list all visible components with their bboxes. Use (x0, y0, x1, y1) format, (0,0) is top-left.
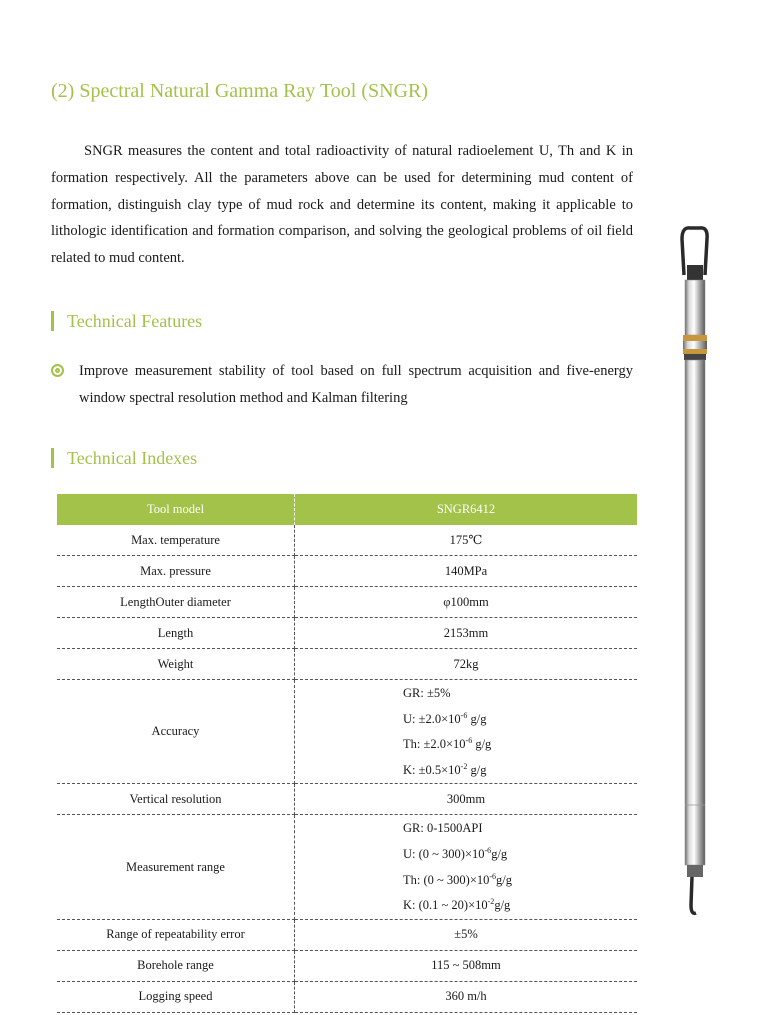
row-value: 175℃ (295, 525, 638, 556)
row-label: Borehole range (57, 950, 295, 981)
table-row (57, 525, 637, 556)
accuracy-line: Th: $\pm 2.0\times 10^{-6}$ g/g (403, 736, 492, 752)
table-row (57, 587, 637, 618)
row-label: Max. pressure (57, 556, 295, 587)
sngr-tool-image (670, 225, 720, 920)
table-row-measurement-range (57, 815, 637, 919)
table-header-row (57, 494, 637, 525)
measurement-range-values (295, 815, 638, 919)
page-title: (2) Spectral Natural Gamma Ray Tool (SNGR) (51, 80, 429, 102)
circle-bullet-icon (51, 364, 64, 377)
row-label: Accuracy (57, 680, 295, 784)
row-value: 360 m/h (295, 981, 638, 1012)
feature-list (51, 358, 633, 412)
table-row (57, 618, 637, 649)
header-cell-tool-model: Tool model (57, 494, 295, 525)
table-row (57, 649, 637, 680)
row-label: Max. temperature (57, 525, 295, 556)
accuracy-line: GR: ±5% (403, 686, 451, 700)
row-label: Weight (57, 649, 295, 680)
row-value: φ100mm (295, 587, 638, 618)
range-line: GR: 0-1500API (403, 821, 483, 836)
row-label: Measurement range (57, 815, 295, 919)
technical-indexes-heading: Technical Indexes (51, 448, 197, 468)
technical-features-heading: Technical Features (51, 311, 202, 331)
table-row (57, 556, 637, 587)
row-value: 300mm (295, 784, 638, 815)
table-row (57, 981, 637, 1012)
row-label: Range of repeatability error (57, 919, 295, 950)
header-cell-model-value: SNGR6412 (295, 494, 638, 525)
row-value: ±5% (295, 919, 638, 950)
table-row (57, 784, 637, 815)
row-label: Logging speed (57, 981, 295, 1012)
accuracy-line: K: $\pm 0.5\times 10^{-2}$ g/g (403, 761, 487, 777)
row-label: Vertical resolution (57, 784, 295, 815)
feature-item (51, 358, 633, 412)
row-label: LengthOuter diameter (57, 587, 295, 618)
intro-paragraph: SNGR measures the content and total radioactivity of natural radioelement U, Th and K in formation respectively. All the parameters above can be used for determining mud content of formation, distinguish clay type of mud rock and determine its content, making it applicable to lithologic identification and formation comparison, and solving the geological problems of oil field related to mud content. (51, 143, 633, 267)
accuracy-line: U: $\pm 2.0\times 10^{-6}$ g/g (403, 710, 487, 726)
table-row (57, 919, 637, 950)
table-row-accuracy (57, 680, 637, 784)
row-value: 115 ~ 508mm (295, 950, 638, 981)
technical-indexes-table (57, 494, 637, 1013)
range-line: Th: (0 ~ $300)\times 10^{-6}g/g$ (403, 871, 513, 887)
range-line: U: (0 ~ $300)\times 10^{-6}g/g$ (403, 845, 508, 862)
row-value: 2153mm (295, 618, 638, 649)
row-value: 140MPa (295, 556, 638, 587)
accuracy-values (295, 680, 638, 784)
table-row (57, 950, 637, 981)
range-line: K: (0.1 ~ $20)\times 10^{-2}g/g$ (403, 897, 511, 913)
row-label: Length (57, 618, 295, 649)
feature-text: Improve measurement stability of tool based on full spectrum acquisition and five-energy window spectral resolution method and Kalman filtering (79, 363, 633, 406)
row-value: 72kg (295, 649, 638, 680)
